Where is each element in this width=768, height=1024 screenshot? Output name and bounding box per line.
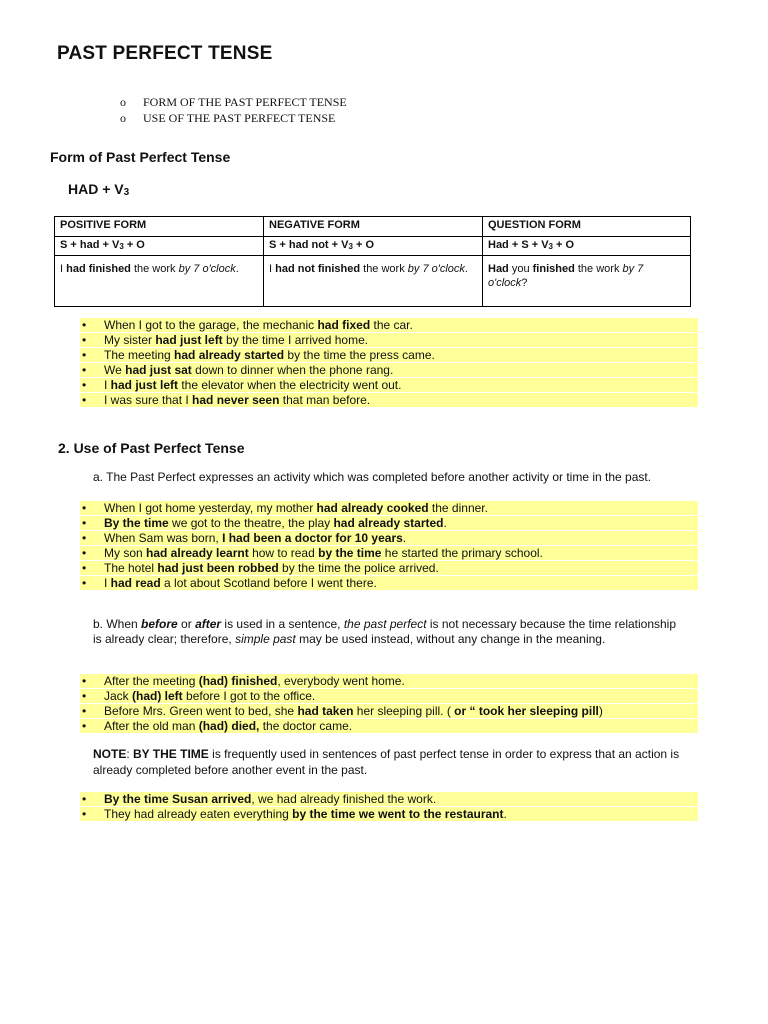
list-item-text: [104, 689, 315, 703]
text-span: .: [503, 807, 507, 821]
formula-subscript: 3: [119, 242, 124, 251]
bold-span: had taken: [297, 704, 354, 718]
italic-span: simple past: [235, 632, 296, 646]
formula-subscript: 3: [348, 242, 353, 251]
text-span: you: [508, 263, 533, 275]
formula-subscript: 3: [548, 242, 553, 251]
italic-span: o'clock: [488, 277, 522, 289]
italic-span: by 7: [622, 263, 644, 275]
toc-bullet: o: [120, 95, 126, 109]
table-of-contents: [120, 94, 347, 126]
formula-part: + O: [123, 239, 145, 251]
formula-part: + O: [552, 239, 575, 251]
text-span: , we had already finished the work.: [251, 792, 437, 806]
list-item-text: [104, 546, 543, 560]
text-span: Before Mrs. Green went to bed, she: [104, 704, 298, 718]
list-item-text: [104, 393, 370, 407]
bold-span: had never seen: [192, 393, 280, 407]
italic-span: by 7: [407, 263, 429, 275]
formula-part: + O: [352, 239, 375, 251]
list-item: [80, 378, 698, 392]
bold-span: By the time Susan arrived: [104, 792, 252, 806]
list-item: [80, 719, 698, 733]
bold-span: had fixed: [317, 318, 371, 332]
bold-span: had just left: [155, 333, 223, 347]
bold-span: finished: [532, 263, 575, 275]
bold-italic-span: before: [141, 617, 178, 631]
formula-text: HAD + V: [68, 181, 124, 197]
bullet-icon: •: [82, 348, 87, 362]
bullet-icon: •: [82, 704, 87, 718]
text-span: a lot about Scotland before I went there.: [160, 576, 377, 590]
text-span: .: [235, 263, 239, 275]
text-span: we got to the theatre, the play: [168, 516, 334, 530]
bullet-icon: •: [82, 674, 87, 688]
bullet-icon: •: [82, 561, 87, 575]
list-item: [80, 348, 698, 362]
text-span: .: [443, 516, 447, 530]
list-item-text: [104, 501, 488, 515]
note-paragraph: [93, 746, 693, 778]
text-span: by the time the press came.: [284, 348, 435, 362]
formula-positive: [55, 237, 264, 256]
bullet-icon: •: [82, 719, 87, 733]
toc-item: [120, 94, 347, 110]
list-item: [80, 704, 698, 718]
text-span: The meeting: [104, 348, 175, 362]
bullet-icon: •: [82, 378, 87, 392]
text-span: .: [402, 531, 407, 545]
list-item-text: [104, 807, 507, 821]
formula-part: Had + S + V: [488, 239, 549, 251]
text-span: the car.: [370, 318, 413, 332]
bold-italic-span: after: [195, 617, 222, 631]
before-after-examples-list: [80, 674, 698, 734]
text-span: the doctor came.: [259, 719, 353, 733]
bullet-icon: •: [82, 807, 87, 821]
list-item-text: [104, 363, 393, 377]
list-item: [80, 363, 698, 377]
text-span: After the meeting: [104, 674, 199, 688]
use-section-heading: 2. Use of Past Perfect Tense: [58, 440, 245, 456]
text-span: by the time I arrived home.: [222, 333, 369, 347]
text-span: the work: [574, 263, 623, 275]
bold-span: Had: [488, 263, 509, 275]
bold-span: had just left: [110, 378, 179, 392]
list-item-text: [104, 719, 352, 733]
bullet-icon: •: [82, 531, 87, 545]
bold-span: I had been a doctor for 10 years: [222, 531, 403, 545]
text-span: he started the primary school.: [381, 546, 543, 560]
italic-span: by 7: [178, 263, 200, 275]
bullet-icon: •: [82, 393, 87, 407]
bold-span: had read: [110, 576, 161, 590]
bold-span: or “ took her sleeping pill: [454, 704, 599, 718]
list-item: [80, 792, 698, 806]
bullet-icon: •: [82, 576, 87, 590]
italic-span: o'clock: [202, 263, 236, 275]
forms-table: [54, 216, 691, 307]
italic-span: o'clock: [431, 263, 465, 275]
bold-span: (had) finished: [198, 674, 278, 688]
text-span: before I got to the office.: [182, 689, 316, 703]
bold-span: by the time we went to the restaurant: [292, 807, 504, 821]
bullet-icon: •: [82, 689, 87, 703]
table-formula-row: [55, 237, 691, 256]
text-span: is not necessary because the time relationship is already clear; therefore,: [93, 617, 677, 646]
text-span: When I got to the garage, the mechanic: [104, 318, 318, 332]
bullet-icon: •: [82, 546, 87, 560]
text-span: I: [104, 576, 111, 590]
bold-span: had finished: [66, 263, 131, 275]
list-item-text: [104, 333, 368, 347]
list-item: [80, 318, 698, 332]
use-paragraph-a: a. The Past Perfect expresses an activity which was completed before another activity or time in the past.: [93, 470, 652, 484]
bold-span: had already learnt: [146, 546, 249, 560]
bullet-icon: •: [82, 363, 87, 377]
example-question: [483, 256, 691, 307]
table-example-row: [55, 256, 691, 307]
bold-span: had already cooked: [316, 501, 429, 515]
list-item: [80, 333, 698, 347]
form-formula: [68, 181, 129, 198]
text-span: Jack: [104, 689, 133, 703]
use-paragraph-b: [93, 617, 683, 647]
text-span: how to read: [248, 546, 319, 560]
bullet-icon: •: [82, 792, 87, 806]
bold-span: By the time: [104, 516, 169, 530]
list-item: [80, 516, 698, 530]
bullet-icon: •: [82, 501, 87, 515]
text-span: or: [177, 617, 196, 631]
text-span: I was sure that I: [104, 393, 193, 407]
formula-subscript: 3: [123, 187, 130, 198]
text-span: b. When: [93, 617, 142, 631]
text-span: We: [104, 363, 126, 377]
text-span: My son: [104, 546, 147, 560]
text-span: I: [269, 263, 276, 275]
header-negative: NEGATIVE FORM: [264, 217, 483, 237]
list-item: [80, 674, 698, 688]
list-item-text: [104, 516, 447, 530]
note-text: is frequently used in sentences of past perfect tense in order to express that an action is already completed before another event in the past.: [93, 747, 680, 777]
list-item-text: [104, 576, 377, 590]
list-item: [80, 393, 698, 407]
table-header-row: [55, 217, 691, 237]
text-span: My sister: [104, 333, 156, 347]
list-item-text: [104, 704, 603, 718]
note-key: BY THE TIME: [133, 747, 209, 761]
toc-item-label: FORM OF THE PAST PERFECT TENSE: [143, 95, 347, 109]
header-question: QUESTION FORM: [483, 217, 691, 237]
list-item-text: [104, 561, 439, 575]
text-span: is used in a sentence,: [221, 617, 344, 631]
bullet-icon: •: [82, 516, 87, 530]
form-section-heading: Form of Past Perfect Tense: [50, 149, 231, 165]
bold-span: by the time: [318, 546, 382, 560]
text-span: by the time the police arrived.: [278, 561, 439, 575]
use-examples-list: [80, 501, 698, 591]
toc-bullet: o: [120, 111, 126, 125]
text-span: may be used instead, without any change in the meaning.: [295, 632, 606, 646]
text-span: the dinner.: [428, 501, 488, 515]
text-span: They had already eaten everything: [104, 807, 293, 821]
text-span: After the old man: [104, 719, 199, 733]
text-span: When I got home yesterday, my mother: [104, 501, 317, 515]
list-item: [80, 531, 698, 545]
text-span: I: [60, 263, 67, 275]
text-span: .: [464, 263, 468, 275]
formula-part: S + had not + V: [269, 239, 349, 251]
text-span: The hotel: [104, 561, 158, 575]
list-item-text: [104, 348, 435, 362]
note-label: NOTE: [93, 747, 127, 761]
form-examples-list: [80, 318, 698, 408]
text-span: the work: [360, 263, 408, 275]
text-span: down to dinner when the phone rang.: [191, 363, 394, 377]
text-span: , everybody went home.: [277, 674, 405, 688]
list-item: [80, 576, 698, 590]
example-positive: [55, 256, 264, 307]
text-span: :: [126, 747, 134, 761]
text-span: her sleeping pill. (: [353, 704, 455, 718]
list-item: [80, 501, 698, 515]
toc-item-label: USE OF THE PAST PERFECT TENSE: [143, 111, 336, 125]
bold-span: (had) left: [132, 689, 183, 703]
text-span: that man before.: [279, 393, 371, 407]
list-item-text: [104, 378, 401, 392]
text-span: the work: [130, 263, 179, 275]
example-negative: [264, 256, 483, 307]
toc-item: [120, 110, 347, 126]
text-span: ): [598, 704, 603, 718]
bullet-icon: •: [82, 333, 87, 347]
list-item-text: [104, 674, 405, 688]
list-item: [80, 689, 698, 703]
text-span: the elevator when the electricity went out.: [178, 378, 402, 392]
list-item: [80, 546, 698, 560]
formula-negative: [264, 237, 483, 256]
bold-span: had already started: [333, 516, 444, 530]
note-examples-list: [80, 792, 698, 822]
list-item: [80, 561, 698, 575]
header-positive: POSITIVE FORM: [55, 217, 264, 237]
bold-span: had already started: [174, 348, 285, 362]
text-span: ?: [521, 277, 528, 289]
bullet-icon: •: [82, 318, 87, 332]
bold-span: had just been robbed: [157, 561, 279, 575]
italic-span: the past perfect: [343, 617, 427, 631]
list-item-text: [104, 792, 436, 806]
list-item-text: [104, 318, 413, 332]
list-item: [80, 807, 698, 821]
formula-part: S + had + V: [60, 239, 120, 251]
document-title: PAST PERFECT TENSE: [57, 43, 273, 64]
list-item-text: [104, 531, 406, 545]
text-span: When Sam was born,: [104, 531, 223, 545]
text-span: I: [104, 378, 111, 392]
bold-span: (had) died,: [198, 719, 260, 733]
formula-question: [483, 237, 691, 256]
bold-span: had not finished: [275, 263, 361, 275]
bold-span: had just sat: [125, 363, 192, 377]
